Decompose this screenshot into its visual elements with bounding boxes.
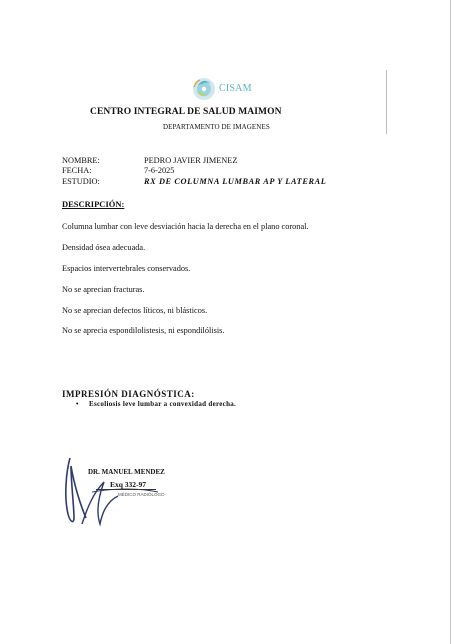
doctor-role: MÉDICO RADIÓLOGO — [118, 492, 165, 497]
date-row — [62, 166, 326, 176]
name-row — [62, 156, 326, 166]
description-paragraph: Densidad ósea adecuada. — [62, 242, 146, 252]
description-paragraph: No se aprecian defectos líticos, ni blásticos. — [62, 305, 208, 315]
department-name: DEPARTAMENTO DE IMAGENES — [163, 123, 270, 131]
name-label: NOMBRE: — [62, 156, 100, 165]
impression-title: IMPRESIÓN DIAGNÓSTICA: — [62, 389, 195, 399]
margin-rule — [386, 70, 387, 134]
patient-fields — [62, 156, 326, 187]
bullet-icon: • — [76, 400, 79, 408]
doctor-exequatur: Exq 332-97 — [110, 480, 147, 489]
study-value: RX DE COLUMNA LUMBAR AP Y LATERAL — [144, 176, 327, 186]
date-label: FECHA: — [62, 166, 92, 176]
description-body — [62, 222, 362, 347]
signature-line — [96, 489, 156, 490]
date-value: 7-6-2025 — [144, 166, 175, 176]
study-row — [62, 177, 326, 187]
impression-item — [76, 400, 236, 408]
name-value: PEDRO JAVIER JIMENEZ — [144, 156, 238, 165]
description-paragraph: Columna lumbar con leve desviación hacia la derecha en el plano coronal. — [62, 222, 309, 231]
description-title: DESCRIPCIÓN: — [62, 199, 125, 209]
impression-text: Escoliosis leve lumbar a convexidad derecha. — [89, 400, 237, 408]
description-paragraph: Espacios intervertebrales conservados. — [62, 263, 191, 273]
description-paragraph: No se aprecian fracturas. — [62, 284, 145, 294]
handwritten-signature — [62, 452, 172, 530]
logo-wordmark: CISAM — [219, 83, 252, 94]
description-paragraph: No se aprecia espondilolistesis, ni espondilólisis. — [62, 326, 225, 336]
impression-list — [76, 400, 236, 408]
institution-name: CENTRO INTEGRAL DE SALUD MAIMON — [90, 107, 282, 117]
doctor-name: DR. MANUEL MENDEZ — [88, 468, 165, 476]
study-label: ESTUDIO: — [62, 176, 100, 186]
